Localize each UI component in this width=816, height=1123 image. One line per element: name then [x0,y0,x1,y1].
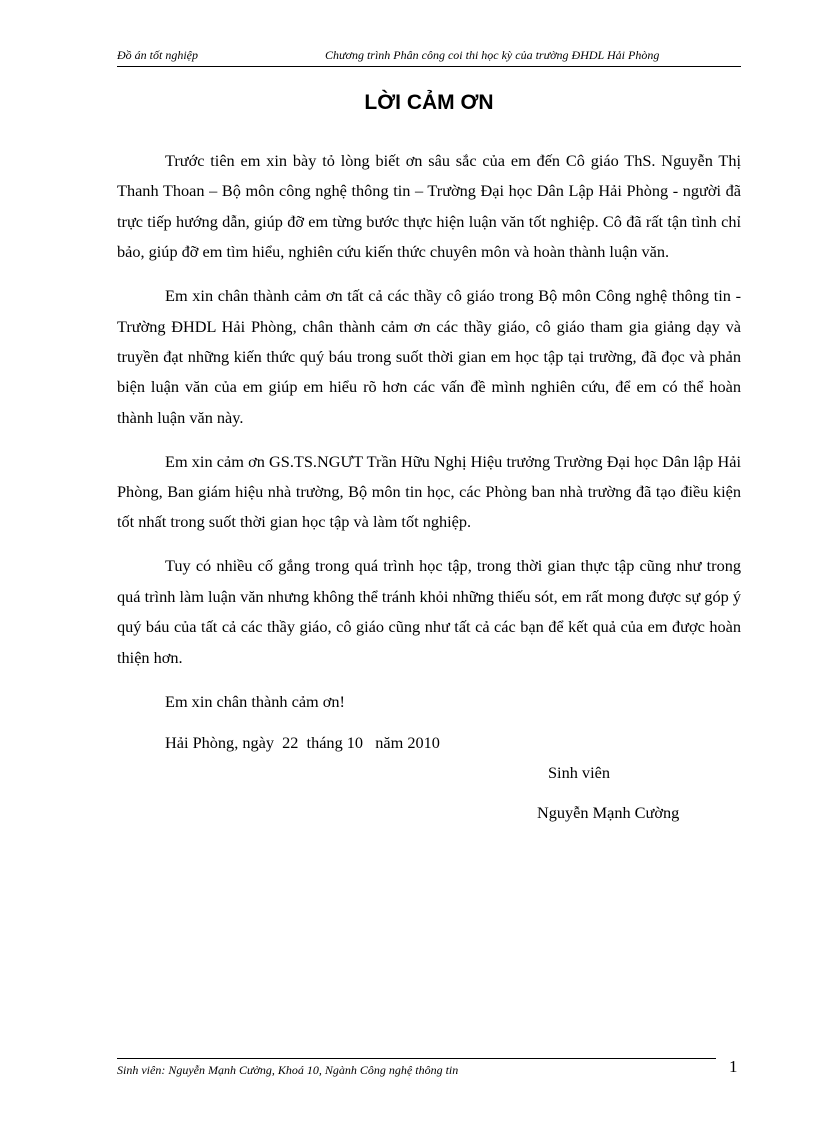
closing-line: Em xin chân thành cảm ơn! [165,691,345,711]
body-paragraph: Em xin chân thành cảm ơn tất cả các thầy cô giáo trong Bộ môn Công nghệ thông tin - Trường ĐHDL Hải Phòng, chân thành cảm ơn các thầy giáo, cô giáo tham gia giảng dạy và truyền đạt những kiến thức quý báu trong suốt thời gian em học tập tại trường, đã đọc và phản biện luận văn của em giúp em hiểu rõ hơn các vấn đề mình nghiên cứu, để em có thể hoàn thành luận văn này. [117,286,741,427]
signature-name: Nguyễn Mạnh Cường [537,803,680,822]
page-title: LỜI CẢM ƠN [364,91,494,114]
date-line: Hải Phòng, ngày 22 tháng 10 năm 2010 [165,732,440,752]
header-left-text: Đồ án tốt nghiệp [117,48,198,62]
header-right-text: Chương trình Phân công coi thi học kỳ của trường ĐHDL Hải Phòng [325,48,660,62]
signature-role: Sinh viên [548,763,610,782]
document-body [117,146,741,772]
body-paragraph: Tuy có nhiều cố gắng trong quá trình học tập, trong thời gian thực tập cũng như trong quá trình làm luận văn nhưng không thể tránh khỏi những thiếu sót, em rất mong được sự góp ý quý báu của tất cả các thầy giáo, cô giáo cũng như tất cả các bạn để kết quả của em được hoàn thiện hơn. [117,556,741,667]
page-header [117,48,741,66]
page-number: 1 [729,1057,738,1076]
body-paragraph: Trước tiên em xin bày tỏ lòng biết ơn sâu sắc của em đến Cô giáo ThS. Nguyễn Thị Thanh Thoan – Bộ môn công nghệ thông tin – Trường Đại học Dân Lập Hải Phòng - người đã trực tiếp hướng dẫn, giúp đỡ em từng bước thực hiện luận văn tốt nghiệp. Cô đã rất tận tình chỉ bảo, giúp đỡ em tìm hiểu, nghiên cứu kiến thức chuyên môn và hoàn thành luận văn. [117,151,741,262]
footer-divider [117,1058,716,1059]
header-divider [117,66,741,67]
body-paragraph: Em xin cảm ơn GS.TS.NGƯT Trần Hữu Nghị Hiệu trưởng Trường Đại học Dân lập Hải Phòng, Ban giám hiệu nhà trường, Bộ môn tin học, các Phòng ban nhà trường đã tạo điều kiện tốt nhất trong suốt thời gian học tập và làm tốt nghiệp. [117,451,741,532]
footer-text: Sinh viên: Nguyễn Mạnh Cường, Khoá 10, Ngành Công nghệ thông tin [117,1063,459,1077]
